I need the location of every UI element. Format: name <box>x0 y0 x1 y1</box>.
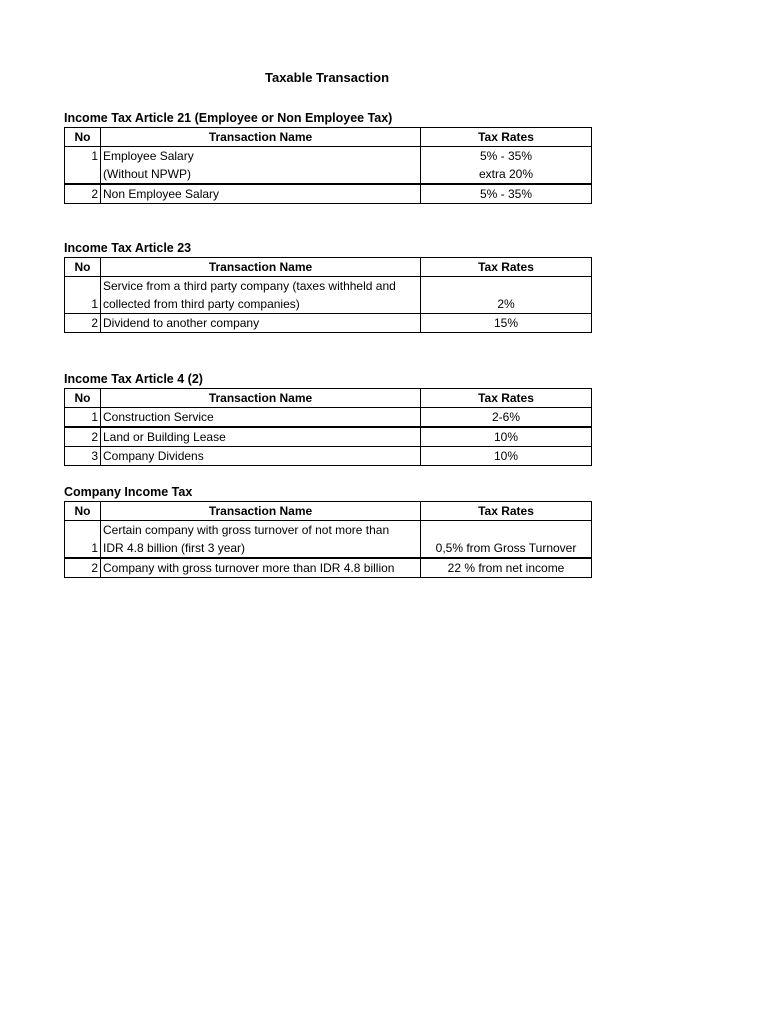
tax-rate: 5% - 35% <box>421 147 592 166</box>
transaction-name-line: IDR 4.8 billion (first 3 year) <box>103 541 246 555</box>
table-row <box>65 147 592 166</box>
transaction-name-line: Service from a third party company (taxes withheld and <box>103 279 396 293</box>
row-number: 1 <box>65 521 101 559</box>
tax-table-company-income <box>64 501 592 578</box>
section-article-21 <box>64 110 590 204</box>
header-transaction-name: Transaction Name <box>101 128 421 147</box>
tax-table-article-21 <box>64 127 592 204</box>
row-number <box>65 165 101 184</box>
tax-rate: 2-6% <box>421 408 592 428</box>
transaction-name <box>101 521 421 559</box>
section-article-23 <box>64 240 590 333</box>
table-row <box>65 408 592 428</box>
transaction-name: Construction Service <box>101 408 421 428</box>
transaction-name: Land or Building Lease <box>101 427 421 447</box>
row-number: 1 <box>65 277 101 314</box>
transaction-name: Employee Salary <box>101 147 421 166</box>
row-number: 2 <box>65 314 101 333</box>
table-row <box>65 558 592 578</box>
section-article-4-2 <box>64 371 590 466</box>
header-tax-rates: Tax Rates <box>421 258 592 277</box>
table-row <box>65 427 592 447</box>
transaction-name: Company with gross turnover more than IDR 4.8 billion <box>101 558 421 578</box>
table-header-row <box>65 258 592 277</box>
tax-rate: 22 % from net income <box>421 558 592 578</box>
table-row <box>65 521 592 559</box>
tax-rate: 10% <box>421 427 592 447</box>
header-transaction-name: Transaction Name <box>101 258 421 277</box>
tax-rate: 15% <box>421 314 592 333</box>
table-row <box>65 314 592 333</box>
section-title: Income Tax Article 21 (Employee or Non Employee Tax) <box>64 111 393 125</box>
tax-table-article-4-2 <box>64 388 592 466</box>
row-number: 2 <box>65 427 101 447</box>
tax-rate: 0,5% from Gross Turnover <box>421 521 592 559</box>
header-tax-rates: Tax Rates <box>421 502 592 521</box>
table-row <box>65 447 592 466</box>
header-tax-rates: Tax Rates <box>421 128 592 147</box>
section-company-income-tax <box>64 484 590 578</box>
table-row <box>65 184 592 204</box>
section-title: Income Tax Article 23 <box>64 241 192 255</box>
header-no: No <box>65 502 101 521</box>
table-row <box>65 165 592 184</box>
transaction-name: Dividend to another company <box>101 314 421 333</box>
row-number: 3 <box>65 447 101 466</box>
row-number: 2 <box>65 184 101 204</box>
document-title: Taxable Transaction <box>264 70 390 85</box>
tax-rate: 10% <box>421 447 592 466</box>
section-title: Company Income Tax <box>64 485 193 499</box>
header-tax-rates: Tax Rates <box>421 389 592 408</box>
table-row <box>65 277 592 314</box>
transaction-name: Non Employee Salary <box>101 184 421 204</box>
row-number: 1 <box>65 147 101 166</box>
section-title: Income Tax Article 4 (2) <box>64 372 203 386</box>
tax-rate: 2% <box>421 277 592 314</box>
transaction-name: (Without NPWP) <box>101 165 421 184</box>
transaction-name <box>101 277 421 314</box>
header-transaction-name: Transaction Name <box>101 502 421 521</box>
tax-rate: extra 20% <box>421 165 592 184</box>
transaction-name-line: collected from third party companies) <box>103 297 300 311</box>
table-header-row <box>65 128 592 147</box>
row-number: 2 <box>65 558 101 578</box>
row-number: 1 <box>65 408 101 428</box>
tax-rate: 5% - 35% <box>421 184 592 204</box>
transaction-name: Company Dividens <box>101 447 421 466</box>
header-transaction-name: Transaction Name <box>101 389 421 408</box>
tax-table-article-23 <box>64 257 592 333</box>
table-header-row <box>65 389 592 408</box>
transaction-name-line: Certain company with gross turnover of not more than <box>103 523 390 537</box>
header-no: No <box>65 128 101 147</box>
table-header-row <box>65 502 592 521</box>
header-no: No <box>65 389 101 408</box>
header-no: No <box>65 258 101 277</box>
